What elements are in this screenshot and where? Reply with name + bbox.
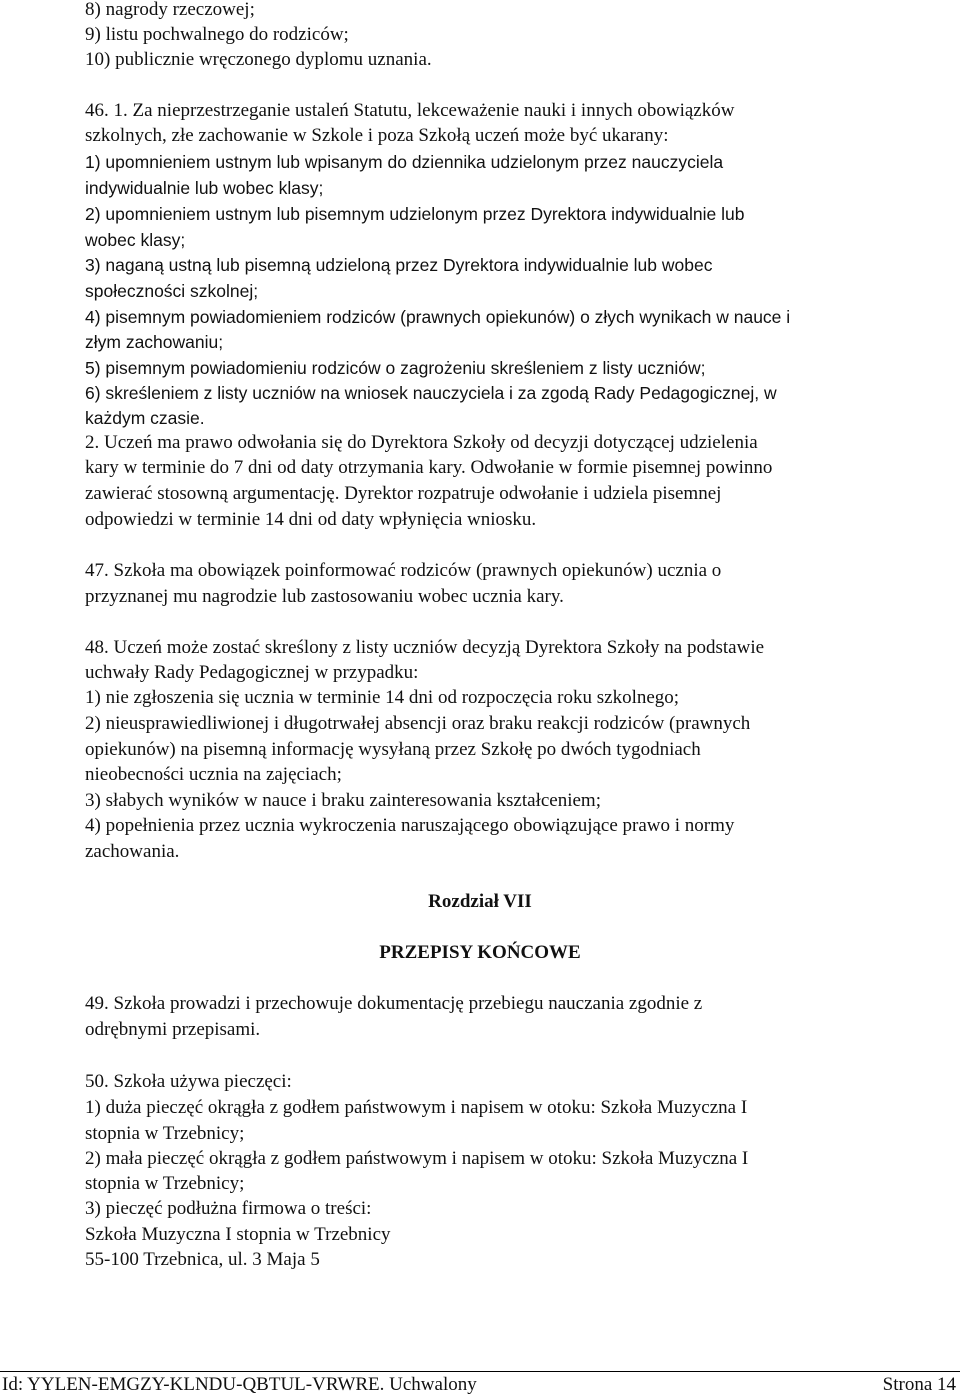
text-line: 5) pisemnym powiadomieniu rodziców o zagrożeniu skreśleniem z listy uczniów; xyxy=(85,358,706,378)
paragraph-46: 46. 1. Za nieprzestrzeganie ustaleń Statutu, lekceważenie nauki i innych obowiązków xyxy=(85,100,735,121)
text-line: każdym czasie. xyxy=(85,408,205,428)
text-line: 3) pieczęć podłużna firmowa o treści: xyxy=(85,1198,372,1219)
text-line: 55-100 Trzebnica, ul. 3 Maja 5 xyxy=(85,1249,320,1270)
text-line: wobec klasy; xyxy=(85,230,186,250)
text-line: szkolnych, złe zachowanie w Szkole i poza Szkołą uczeń może być ukarany: xyxy=(85,125,669,146)
text-line: zachowania. xyxy=(85,841,180,862)
text-line: uchwały Rady Pedagogicznej w przypadku: xyxy=(85,662,419,683)
footer-page-number: Strona 14 xyxy=(882,1374,956,1395)
text-line: indywidualnie lub wobec klasy; xyxy=(85,178,324,198)
text-line: nieobecności ucznia na zajęciach; xyxy=(85,764,342,785)
text-line: 6) skreśleniem z listy uczniów na wniosek nauczyciela i za zgodą Rady Pedagogicznej, w xyxy=(85,383,777,403)
text-line: zawierać stosowną argumentację. Dyrektor rozpatruje odwołanie i udziela pisemnej xyxy=(85,483,722,504)
text-line: odpowiedzi w terminie 14 dni od daty wpłynięcia wniosku. xyxy=(85,509,537,530)
text-line: 10) publicznie wręczonego dyplomu uznania. xyxy=(85,49,432,70)
text-line: 2. Uczeń ma prawo odwołania się do Dyrektora Szkoły od decyzji dotyczącej udzielenia xyxy=(85,432,758,453)
text-line: społeczności szkolnej; xyxy=(85,281,259,301)
text-line: przyznanej mu nagrodzie lub zastosowaniu wobec ucznia kary. xyxy=(85,586,564,607)
paragraph-47: 47. Szkoła ma obowiązek poinformować rodziców (prawnych opiekunów) ucznia o xyxy=(85,560,722,581)
paragraph-49: 49. Szkoła prowadzi i przechowuje dokumentację przebiegu nauczania zgodnie z xyxy=(85,993,703,1014)
text-line: 2) upomnieniem ustnym lub pisemnym udzielonym przez Dyrektora indywidualnie lub xyxy=(85,204,745,224)
text-line: 9) listu pochwalnego do rodziców; xyxy=(85,24,349,45)
text-line: 4) pisemnym powiadomieniem rodziców (prawnych opiekunów) o złych wynikach w nauce i xyxy=(85,307,791,327)
text-line: 1) nie zgłoszenia się ucznia w terminie 14 dni od rozpoczęcia roku szkolnego; xyxy=(85,687,680,708)
paragraph-50: 50. Szkoła używa pieczęci: xyxy=(85,1071,292,1092)
text-line: 2) nieusprawiedliwionej i długotrwałej absencji oraz braku reakcji rodziców (prawnych xyxy=(85,713,751,734)
text-line: 3) słabych wyników w nauce i braku zainteresowania kształceniem; xyxy=(85,790,601,811)
text-line: odrębnymi przepisami. xyxy=(85,1019,261,1040)
text-line: 2) mała pieczęć okrągła z godłem państwowym i napisem w otoku: Szkoła Muzyczna I xyxy=(85,1148,749,1169)
text-line: 8) nagrody rzeczowej; xyxy=(85,0,255,20)
chapter-number: Rozdział VII xyxy=(428,891,532,912)
text-line: stopnia w Trzebnicy; xyxy=(85,1173,245,1194)
footer-document-id: Id: YYLEN-EMGZY-KLNDU-QBTUL-VRWRE. Uchwalony xyxy=(2,1374,477,1395)
text-line: stopnia w Trzebnicy; xyxy=(85,1123,245,1144)
text-line: 3) naganą ustną lub pisemną udzieloną przez Dyrektora indywidualnie lub wobec xyxy=(85,255,713,275)
footer-divider xyxy=(0,1371,960,1372)
text-line: 1) upomnieniem ustnym lub wpisanym do dziennika udzielonym przez nauczyciela xyxy=(85,152,724,172)
text-line: kary w terminie do 7 dni od daty otrzymania kary. Odwołanie w formie pisemnej powinno xyxy=(85,457,773,478)
text-line: opiekunów) na pisemną informację wysyłaną przez Szkołę po dwóch tygodniach xyxy=(85,739,701,760)
text-line: Szkoła Muzyczna I stopnia w Trzebnicy xyxy=(85,1224,391,1245)
text-line: 1) duża pieczęć okrągła z godłem państwowym i napisem w otoku: Szkoła Muzyczna I xyxy=(85,1097,748,1118)
text-line: złym zachowaniu; xyxy=(85,332,224,352)
text-line: 4) popełnienia przez ucznia wykroczenia naruszającego obowiązujące prawo i normy xyxy=(85,815,735,836)
chapter-title: PRZEPISY KOŃCOWE xyxy=(379,942,581,963)
paragraph-48: 48. Uczeń może zostać skreślony z listy uczniów decyzją Dyrektora Szkoły na podstawie xyxy=(85,637,765,658)
